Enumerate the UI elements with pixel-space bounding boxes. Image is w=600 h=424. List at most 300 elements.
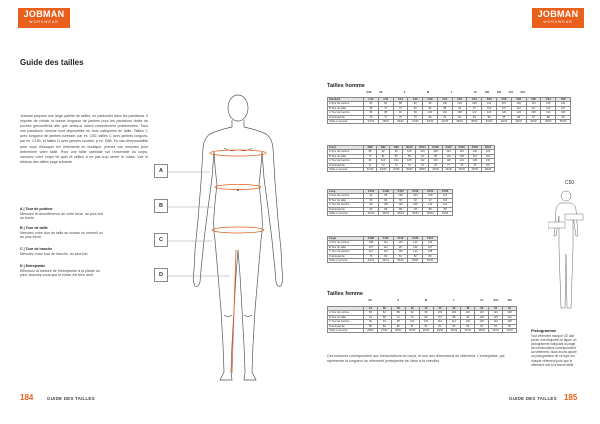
men-long-size-table	[327, 189, 453, 216]
value-cell: 27/32	[377, 329, 391, 333]
value-cell: 41/32	[489, 329, 503, 333]
value-cell: 76	[429, 163, 442, 167]
header-cell: C148	[378, 190, 393, 194]
header-cell: C156	[438, 190, 453, 194]
value-cell: 92	[452, 106, 467, 110]
men-short-size-table	[327, 145, 495, 172]
header-cell: F108	[364, 237, 379, 241]
row-label-cell: C Tour de hanche	[328, 320, 364, 324]
intro-text: Jobman propose une large palette de tailles, en particulier dans les pantalons. Il importe de choisir la bonne longueur de jambes pour les pantalons dotés de poches genouillères afin que celles-ci soient correctement positionnées. Tous nos pantalons homme sont disponibles en trois catégories de taille. Tailles C avec longueur de jambes normale, par ex. C50, tailles C avec jambes longues, par ex. C150, et tailles D avec jambes courtes, p ex. D88. En cas d'impossibilité pour vous d'essayer les vêtements en boutique, prenez vos mesures pour déterminer votre taille. Pour une taille optimale sur l'ensemble du corps, mesurez votre corps tel quel et veillez à ne pas trop serrer le ruban. Voir le tableau des tailles page suivante.	[20, 114, 148, 164]
value-cell: 36/32	[452, 120, 467, 124]
header-cell: C52	[452, 98, 467, 102]
value-cell: 106	[419, 320, 433, 324]
value-cell: 96	[390, 150, 403, 154]
value-cell: 112	[467, 111, 482, 115]
men-large-size-table	[327, 236, 438, 263]
value-cell: 120	[468, 150, 481, 154]
value-cell: 29/32	[393, 120, 408, 124]
row-label-cell: A Tour de poitrine	[328, 194, 364, 198]
value-cell: 117	[526, 106, 541, 110]
header-cell: C154	[423, 190, 438, 194]
value-cell: 92	[408, 198, 423, 202]
value-cell: 86	[393, 207, 408, 211]
value-cell: 124	[511, 111, 526, 115]
header-cell: C152	[408, 190, 423, 194]
women-letter-sizes-row: XS S M L XL XXL 3XL	[368, 299, 513, 303]
value-cell: 98	[391, 320, 405, 324]
header-cell: 48	[461, 307, 475, 311]
men-letter-sizes-row: XXS XS S M L XL XXL 3XL 4XL 5XL	[366, 91, 526, 95]
value-cell: 88	[437, 106, 452, 110]
value-cell: 33/32	[433, 329, 447, 333]
value-cell: 100	[437, 102, 452, 106]
value-cell: 108	[429, 150, 442, 154]
value-cell: 104	[452, 102, 467, 106]
value-cell: 104	[390, 159, 403, 163]
value-cell: 84	[482, 115, 497, 119]
value-cell: 113	[468, 154, 481, 158]
value-cell: 128	[503, 311, 517, 315]
value-cell: 112	[511, 106, 526, 110]
value-cell: 33/32	[423, 120, 438, 124]
value-cell: 80	[364, 102, 379, 106]
value-cell: 28/32	[391, 329, 405, 333]
header-cell: C60	[511, 98, 526, 102]
row-label-cell: B Tour de taille	[328, 154, 364, 158]
value-cell: 77	[378, 115, 393, 119]
value-cell: 84	[378, 102, 393, 106]
value-cell: 112	[503, 315, 517, 319]
legend-inseam: D | Entrejambe Effectuez la mesure de l'entrejambe à la plante du pied. Assurez-vous que le ruban est bien droit.	[20, 264, 100, 277]
value-cell: 110	[433, 320, 447, 324]
header-cell: C54	[467, 98, 482, 102]
value-cell: 127	[423, 245, 438, 249]
header-cell: C40	[364, 98, 379, 102]
value-cell: 108	[452, 111, 467, 115]
footer-label-left: GUIDE DES TAILLES	[47, 396, 95, 401]
value-cell: 79	[408, 115, 423, 119]
value-cell: 128	[423, 250, 438, 254]
header-cell: C64	[541, 98, 556, 102]
value-cell: 84	[433, 315, 447, 319]
row-label-cell: D Entrejambe	[328, 115, 364, 119]
value-cell: 96	[423, 102, 438, 106]
measurement-note: Ces mesures correspondent aux mensurations du corps, et non aux dimensions du vêtement. L'entrejambe, qui représente la longueur du vêtement (entrejambe de l'aine à la cheville).	[327, 354, 505, 363]
value-cell: 112	[438, 194, 453, 198]
row-label-cell: D Entrejambe	[328, 324, 364, 328]
header-cell: D88	[364, 146, 377, 150]
value-cell: 82	[461, 324, 475, 328]
value-cell: 124	[455, 159, 468, 163]
value-cell: 42/31	[364, 259, 379, 263]
value-cell: 116	[475, 311, 489, 315]
value-cell: 44/30	[455, 168, 468, 172]
value-cell: 124	[423, 241, 438, 245]
row-label-cell: Taille en pouces	[328, 120, 364, 124]
value-cell: 35/32	[447, 329, 461, 333]
men-sizes-title: Tailles homme	[327, 83, 365, 89]
value-cell: 40/30	[429, 168, 442, 172]
value-cell: 108	[403, 159, 416, 163]
header-cell: 36	[377, 307, 391, 311]
value-cell: 92	[393, 111, 408, 115]
header-cell: C48	[423, 98, 438, 102]
value-cell: 72	[378, 106, 393, 110]
value-cell: 126	[475, 320, 489, 324]
header-cell: D100	[403, 146, 416, 150]
value-cell: 76	[405, 315, 419, 319]
header-cell: D108	[429, 146, 442, 150]
header-cell: Court	[328, 146, 364, 150]
value-cell: 88	[541, 115, 556, 119]
value-cell: 33/34	[378, 212, 393, 216]
value-cell: 50/32	[556, 120, 571, 124]
header-cell: 42	[419, 307, 433, 311]
value-cell: 25/32	[364, 329, 378, 333]
value-cell: 112	[423, 203, 438, 207]
row-label-cell: B Tour de taille	[328, 245, 364, 249]
row-label-cell: Taille en pouces	[328, 259, 364, 263]
row-label-cell: C Tour de hanche	[328, 159, 364, 163]
value-cell: 112	[378, 241, 393, 245]
value-cell: 110	[461, 311, 475, 315]
header-cell: F112	[378, 237, 393, 241]
header-cell: Standard	[328, 98, 364, 102]
row-label-cell: A Tour de poitrine	[328, 311, 364, 315]
value-cell: 42/30	[442, 168, 455, 172]
value-cell: 124	[408, 250, 423, 254]
value-cell: 108	[364, 241, 379, 245]
value-cell: 27/32	[364, 120, 379, 124]
value-cell: 89	[438, 207, 453, 211]
header-cell: F124	[423, 237, 438, 241]
header-cell: C58	[497, 98, 512, 102]
value-cell: 86	[511, 115, 526, 119]
header-cell: 34	[364, 307, 378, 311]
value-cell: 31/32	[408, 120, 423, 124]
value-cell: 132	[541, 111, 556, 115]
table-row	[328, 212, 453, 216]
value-cell: 77	[364, 154, 377, 158]
value-cell: 82	[408, 254, 423, 258]
value-cell: 36/30	[403, 168, 416, 172]
value-cell: 48/30	[481, 168, 494, 172]
value-cell: 132	[556, 102, 571, 106]
value-cell: 88	[447, 315, 461, 319]
header-cell: C42	[378, 98, 393, 102]
value-cell: 100	[377, 159, 390, 163]
value-cell: 80	[364, 311, 378, 315]
value-cell: 82	[447, 324, 461, 328]
value-cell: 120	[408, 241, 423, 245]
header-cell: C56	[482, 98, 497, 102]
row-label-cell: A Tour de poitrine	[328, 102, 364, 106]
value-cell: 107	[497, 106, 512, 110]
page-title: Guide des tailles	[20, 58, 84, 67]
header-cell: 38	[391, 307, 405, 311]
legend-waist: B | Tour de taille Mesurez votre tour de taille au niveau du nombril ou au plus étroit.	[20, 226, 103, 239]
value-cell: 83	[423, 254, 438, 258]
value-cell: 120	[511, 102, 526, 106]
header-cell: 52	[489, 307, 503, 311]
value-cell: 84	[423, 106, 438, 110]
value-cell: 88	[423, 207, 438, 211]
value-cell: 84	[377, 311, 391, 315]
value-cell: 34/32	[437, 120, 452, 124]
value-cell: 104	[408, 194, 423, 198]
value-cell: 28/32	[378, 120, 393, 124]
value-cell: 112	[442, 150, 455, 154]
value-cell: 96	[364, 203, 379, 207]
value-cell: 112	[416, 159, 429, 163]
header-cell: C66	[556, 98, 571, 102]
value-cell: 127	[556, 106, 571, 110]
value-cell: 89	[556, 115, 571, 119]
header-cell: C50	[437, 98, 452, 102]
value-cell: 116	[438, 203, 453, 207]
header-cell: 50	[475, 307, 489, 311]
value-cell: 39/32	[475, 329, 489, 333]
value-cell: 88	[364, 150, 377, 154]
value-cell: 80	[408, 106, 423, 110]
legend-hip: C | Tour de hanche Mesurez votre tour de hanche, au plus fort.	[20, 247, 89, 256]
value-cell: 87	[526, 115, 541, 119]
value-cell: 96	[378, 194, 393, 198]
value-cell: 108	[423, 194, 438, 198]
value-cell: 117	[393, 245, 408, 249]
value-cell: 100	[403, 150, 416, 154]
header-cell: 44	[433, 307, 447, 311]
header-cell: C146	[364, 190, 379, 194]
value-cell: 73	[390, 163, 403, 167]
value-cell: 97	[467, 106, 482, 110]
header-cell: D96	[390, 146, 403, 150]
value-cell: 93	[416, 154, 429, 158]
pictogram-figure	[548, 188, 584, 320]
value-cell: 108	[455, 154, 468, 158]
header-cell: D112	[442, 146, 455, 150]
value-cell: 42/32	[497, 120, 512, 124]
row-label-cell: C Tour de hanche	[328, 203, 364, 207]
value-cell: 72	[391, 315, 405, 319]
table-row	[328, 259, 438, 263]
value-cell: 87	[408, 207, 423, 211]
jobman-logo: JOBMAN WORKWEAR	[532, 8, 584, 28]
value-cell: 34/34	[393, 212, 408, 216]
row-label-cell: D Entrejambe	[328, 207, 364, 211]
row-label-cell: Taille en pouces	[328, 212, 364, 216]
value-cell: 81	[405, 324, 419, 328]
value-cell: 104	[416, 150, 429, 154]
value-cell: 80	[377, 324, 391, 328]
value-cell: 80	[419, 315, 433, 319]
value-cell: 104	[437, 111, 452, 115]
value-cell: 84	[364, 207, 379, 211]
row-label-cell: C Tour de hanche	[328, 111, 364, 115]
row-label-cell: D Entrejambe	[328, 163, 364, 167]
value-cell: 124	[481, 150, 494, 154]
page-number-right: 185	[564, 393, 578, 402]
header-cell: D104	[416, 146, 429, 150]
value-cell: 80	[481, 163, 494, 167]
value-cell: 112	[482, 102, 497, 106]
value-cell: 75	[416, 163, 429, 167]
value-cell: 79	[364, 254, 379, 258]
value-cell: 120	[393, 250, 408, 254]
value-cell: 38/34	[423, 212, 438, 216]
value-cell: 97	[423, 198, 438, 202]
value-cell: 132	[481, 159, 494, 163]
value-cell: 136	[556, 111, 571, 115]
value-cell: 94	[461, 315, 475, 319]
value-cell: 50/31	[423, 259, 438, 263]
value-cell: 76	[364, 115, 379, 119]
value-cell: 30/32	[405, 329, 419, 333]
value-cell: 81	[437, 115, 452, 119]
value-cell: 116	[429, 159, 442, 163]
value-cell: 100	[393, 194, 408, 198]
value-cell: 89	[403, 154, 416, 158]
value-cell: 31/34	[364, 212, 379, 216]
value-cell: 92	[364, 194, 379, 198]
row-label-cell: D Entrejambe	[328, 254, 364, 258]
table-row	[328, 168, 495, 172]
value-cell: 104	[447, 311, 461, 315]
value-cell: 31/30	[364, 168, 377, 172]
page-number-left: 184	[20, 393, 34, 402]
value-cell: 116	[393, 241, 408, 245]
header-cell: C150	[393, 190, 408, 194]
value-cell: 100	[378, 203, 393, 207]
value-cell: 68	[377, 315, 391, 319]
value-cell: 122	[408, 245, 423, 249]
value-cell: 124	[526, 102, 541, 106]
value-cell: 32/32	[419, 329, 433, 333]
value-cell: 107	[364, 245, 379, 249]
value-cell: 46/32	[526, 120, 541, 124]
value-cell: 76	[393, 106, 408, 110]
row-label-cell: Taille en pouces	[328, 168, 364, 172]
value-cell: 94	[377, 320, 391, 324]
value-cell: 83	[503, 324, 517, 328]
value-cell: 34/30	[390, 168, 403, 172]
row-label-cell: B Tour de taille	[328, 315, 364, 319]
value-cell: 114	[447, 320, 461, 324]
value-cell: 77	[442, 163, 455, 167]
value-cell: 98	[429, 154, 442, 158]
value-cell: 92	[405, 311, 419, 315]
value-cell: 46/30	[468, 168, 481, 172]
value-cell: 85	[390, 154, 403, 158]
value-cell: 122	[541, 106, 556, 110]
letter-d-box: D	[154, 268, 168, 282]
value-cell: 96	[408, 111, 423, 115]
row-label-cell: B Tour de taille	[328, 198, 364, 202]
value-cell: 71	[364, 163, 377, 167]
header-cell: F116	[393, 237, 408, 241]
value-cell: 100	[433, 311, 447, 315]
value-cell: 36/34	[408, 212, 423, 216]
value-cell: 82	[475, 324, 489, 328]
value-cell: 46/31	[393, 259, 408, 263]
letter-c-box: C	[154, 233, 168, 247]
header-cell: C62	[526, 98, 541, 102]
value-cell: 74	[403, 163, 416, 167]
value-cell: 83	[467, 115, 482, 119]
row-label-cell: A Tour de poitrine	[328, 241, 364, 245]
value-cell: 37/32	[461, 329, 475, 333]
pictogram-title: Pictogramme	[531, 328, 557, 333]
value-cell: 100	[423, 111, 438, 115]
value-cell: 128	[541, 102, 556, 106]
header-cell: 40	[405, 307, 419, 311]
row-label-cell: A Tour de poitrine	[328, 150, 364, 154]
row-label-cell: B Tour de taille	[328, 106, 364, 110]
value-cell: 138	[503, 320, 517, 324]
value-cell: 80	[364, 324, 378, 328]
header-cell: F120	[408, 237, 423, 241]
row-label-cell: C Tour de hanche	[328, 250, 364, 254]
value-cell: 85	[497, 115, 512, 119]
header-cell: C44	[393, 98, 408, 102]
value-cell: 84	[378, 198, 393, 202]
value-cell: 128	[526, 111, 541, 115]
pictogram-description: Tout vêtement marqué CE doit porter une étiquette où figure un pictogramme indiquant la plage de mensurations correspondant au vêtement. Nous avons ajouté un pictogramme de ce type sur chaque vêtement pour que le vêtement soit à la bonne taille.	[531, 334, 577, 367]
value-cell: 44/31	[378, 259, 393, 263]
value-cell: 118	[481, 154, 494, 158]
value-cell: 80	[423, 115, 438, 119]
value-cell: 64	[364, 315, 378, 319]
header-cell: D92	[377, 146, 390, 150]
value-cell: 116	[378, 250, 393, 254]
human-figure-illustration	[168, 90, 308, 390]
header-cell: Long	[328, 190, 364, 194]
value-cell: 81	[393, 254, 408, 258]
value-cell: 102	[482, 106, 497, 110]
header-cell: D116	[455, 146, 468, 150]
value-cell: 44/32	[503, 329, 517, 333]
value-cell: 104	[393, 203, 408, 207]
value-cell: 108	[408, 203, 423, 207]
value-cell: 80	[378, 254, 393, 258]
value-cell: 100	[475, 315, 489, 319]
value-cell: 48/32	[541, 120, 556, 124]
women-size-table	[327, 306, 517, 333]
value-cell: 120	[461, 320, 475, 324]
value-cell: 84	[364, 111, 379, 115]
value-cell: 44/32	[511, 120, 526, 124]
value-cell: 81	[419, 324, 433, 328]
header-cell: D120	[468, 146, 481, 150]
header-cell: 54	[503, 307, 517, 311]
value-cell: 92	[408, 102, 423, 106]
value-cell: 78	[455, 163, 468, 167]
value-cell: 120	[442, 159, 455, 163]
value-cell: 48/31	[408, 259, 423, 263]
value-cell: 78	[393, 115, 408, 119]
letter-b-box: B	[154, 199, 168, 213]
header-cell: C46	[408, 98, 423, 102]
value-cell: 90	[364, 320, 378, 324]
footer-label-right: GUIDE DES TAILLES	[509, 396, 557, 401]
value-cell: 68	[364, 106, 379, 110]
value-cell: 80	[364, 198, 379, 202]
value-cell: 108	[467, 102, 482, 106]
value-cell: 38/32	[467, 120, 482, 124]
value-cell: 85	[378, 207, 393, 211]
value-cell: 40/32	[482, 120, 497, 124]
value-cell: 88	[391, 311, 405, 315]
